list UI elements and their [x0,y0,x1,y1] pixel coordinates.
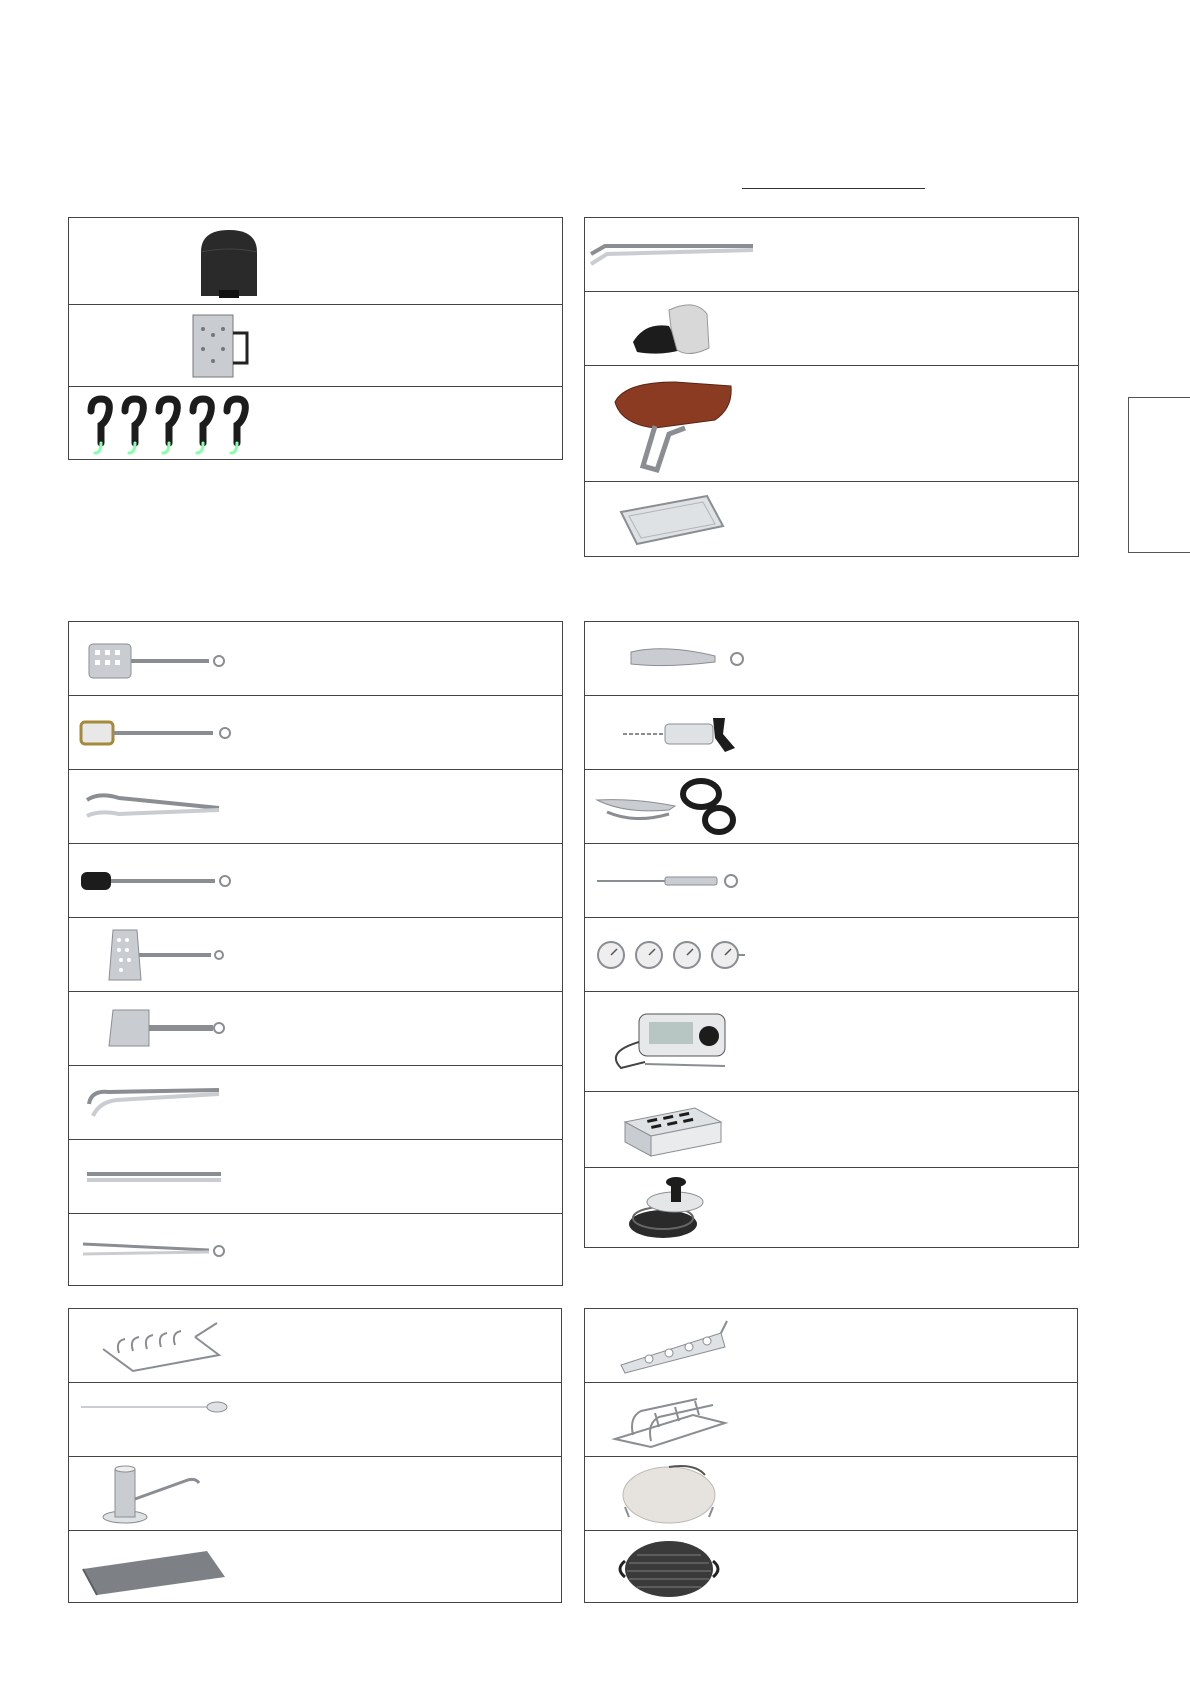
gloves-icon [585,292,825,366]
curved-tongs-icon [69,1066,309,1140]
list-item [69,844,562,918]
silicone-brush-icon [69,844,309,918]
section-tab [1128,397,1190,553]
list-item [69,1140,562,1214]
list-item [585,1309,1077,1383]
poultry-shears-icon [585,770,825,844]
list-item [69,696,562,770]
long-tongs-icon [585,218,825,292]
panel-kitchen-tools [584,621,1079,1248]
fish-spatula-icon [69,918,309,992]
panel-table-accessories [584,217,1079,557]
spatula-icon [69,622,309,696]
list-item [585,770,1078,844]
list-item [69,1309,561,1383]
pepper-roaster-icon [585,1309,825,1383]
list-item [585,844,1078,918]
list-item [69,218,562,305]
chicken-roaster-icon [69,1457,309,1531]
list-item [585,696,1078,770]
basting-brush-icon [69,696,309,770]
panel-grill-tools [68,621,563,1286]
pizza-stone-icon [585,1457,825,1531]
grill-plate-icon [585,1531,825,1604]
list-item [585,482,1078,558]
tweezers-icon [69,1214,309,1287]
list-item [69,1066,562,1140]
list-item [69,1214,562,1287]
probe-thermometer-icon [585,844,825,918]
list-item [69,305,562,387]
list-item [69,770,562,844]
aluminium-tray-icon [585,482,825,558]
list-item [69,1457,561,1531]
list-item [585,1531,1077,1604]
list-item [585,1457,1077,1531]
meat-thermometers-icon [585,918,825,992]
list-item [69,1383,561,1457]
panel-grill-accessories [68,217,563,460]
roast-rack-icon [585,1383,825,1457]
list-item [585,918,1078,992]
panel-cooking-surfaces [584,1308,1078,1603]
grill-cover-icon [69,218,309,305]
straight-tongs-icon [69,1140,309,1214]
side-table-icon [585,366,825,482]
panel-roasting-accessories [68,1308,562,1603]
list-item [585,992,1078,1092]
tongs-icon [69,770,309,844]
smoker-box-icon [585,1092,825,1168]
rib-rack-icon [69,1309,309,1383]
list-item [69,387,562,461]
list-item [585,366,1078,482]
list-item [585,1092,1078,1168]
header-rule [742,188,925,189]
list-item [585,218,1078,292]
list-item [585,1383,1077,1457]
skewer-icon [69,1383,309,1457]
burger-press-icon [585,1168,825,1249]
list-item [69,992,562,1066]
list-item [69,1531,561,1604]
list-item [585,292,1078,366]
list-item [69,622,562,696]
hooks-icon [69,387,309,461]
scraper-icon [69,992,309,1066]
list-item [585,622,1078,696]
list-item [69,918,562,992]
chimney-starter-icon [69,305,309,387]
marinade-injector-icon [585,696,825,770]
bottle-opener-icon [585,622,825,696]
list-item [585,1168,1078,1249]
digital-thermometer-icon [585,992,825,1092]
planking-board-icon [69,1531,309,1604]
